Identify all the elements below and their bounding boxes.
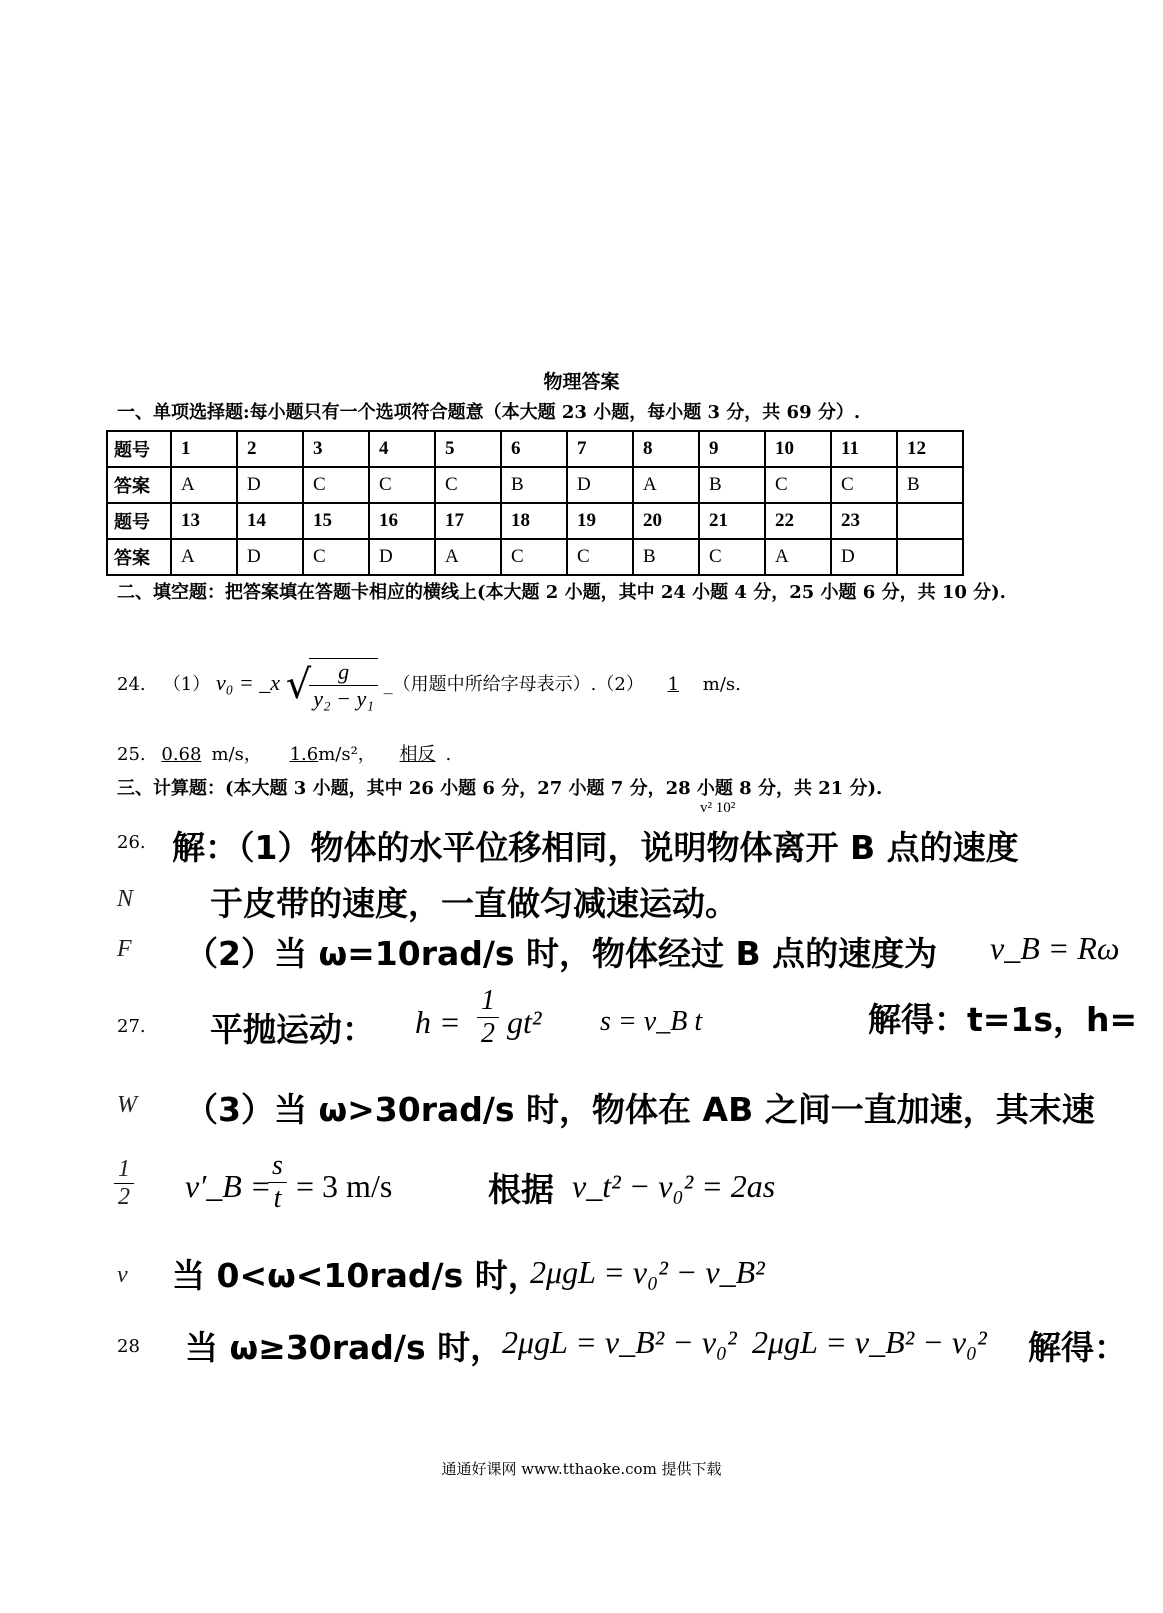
table-cell: 17 <box>435 503 501 539</box>
answer-blank: 1.6 <box>289 744 319 765</box>
table-cell: 13 <box>171 503 237 539</box>
formula: s = v_B t <box>600 1006 703 1037</box>
unit: m/s， <box>211 744 262 765</box>
fraction-denominator: 2 <box>118 1184 130 1210</box>
table-cell <box>897 503 963 539</box>
fraction-numerator: g <box>309 659 378 686</box>
question-number: 24. <box>117 674 146 695</box>
solution-line-7: 当 0<ω<10rad/s 时， <box>172 1256 541 1295</box>
answer-blank: 1 <box>667 674 680 695</box>
table-row-question-1 <box>107 431 963 467</box>
side-fragment: W <box>117 1092 137 1118</box>
table-cell: 10 <box>765 431 831 467</box>
table-cell: C <box>501 539 567 575</box>
formula: v′_B = <box>185 1168 272 1204</box>
answer-note: _（用题中所给字母表示）.（2） <box>383 674 644 695</box>
answer-blank: 0.68 <box>161 744 202 765</box>
footer: 通通好课网 www.tthaoke.com 提供下载 <box>441 1460 722 1478</box>
table-cell: C <box>303 539 369 575</box>
side-fragment: v <box>117 1262 128 1288</box>
formula: 2μgL = v_B² − v₀² <box>502 1324 737 1360</box>
table-cell: 19 <box>567 503 633 539</box>
table-cell: 22 <box>765 503 831 539</box>
table-cell: 11 <box>831 431 897 467</box>
section-1-heading: 一、单项选择题:每小题只有一个选项符合题意（本大题 23 小题，每小题 3 分，共 69 分）. <box>117 402 861 423</box>
table-cell: 1 <box>171 431 237 467</box>
table-cell: 16 <box>369 503 435 539</box>
question-27-number: 27. <box>117 1016 146 1037</box>
table-cell: 20 <box>633 503 699 539</box>
table-cell: 15 <box>303 503 369 539</box>
solution-line-5: （3）当 ω>30rad/s 时，物体在 AB 之间一直加速，其末速 <box>185 1090 1095 1129</box>
overlay-fragment: v² 10² <box>700 800 736 816</box>
answer-label: 答案 <box>107 467 171 503</box>
side-fraction <box>114 1156 134 1211</box>
fraction <box>268 1150 287 1215</box>
table-cell: 7 <box>567 431 633 467</box>
part-label: （1） <box>162 674 211 695</box>
table-cell: B <box>699 467 765 503</box>
table-cell: 8 <box>633 431 699 467</box>
formula: 2μgL = v₀² − v_B² <box>530 1254 765 1290</box>
table-cell: B <box>633 539 699 575</box>
table-cell: D <box>567 467 633 503</box>
punctuation: . <box>445 744 452 765</box>
table-cell: A <box>171 539 237 575</box>
unit: m/s. <box>702 674 741 695</box>
fraction-numerator: 1 <box>477 985 499 1018</box>
table-cell: A <box>171 467 237 503</box>
question-28-number: 28 <box>117 1336 140 1357</box>
solution-line-2: 于皮带的速度，一直做匀减速运动。 <box>210 884 738 923</box>
table-cell <box>897 539 963 575</box>
table-cell: A <box>435 539 501 575</box>
fraction-numerator: s <box>268 1150 287 1183</box>
question-26-number: 26. <box>117 832 146 853</box>
table-cell: 2 <box>237 431 303 467</box>
solution-label: 根据 <box>488 1170 554 1209</box>
table-cell: B <box>501 467 567 503</box>
answer-label: 答案 <box>107 539 171 575</box>
table-cell: C <box>831 467 897 503</box>
question-number: 25. <box>117 744 146 765</box>
table-cell: 23 <box>831 503 897 539</box>
solution-line-4: 平抛运动： <box>210 1010 375 1049</box>
formula: v_B = Rω <box>990 930 1120 966</box>
sqrt-icon: √ <box>285 662 312 708</box>
table-row-answer-1 <box>107 467 963 503</box>
table-cell: 5 <box>435 431 501 467</box>
answer-blank: 相反 <box>399 744 436 765</box>
table-cell: C <box>567 539 633 575</box>
table-cell: 18 <box>501 503 567 539</box>
table-cell: A <box>633 467 699 503</box>
table-cell: 9 <box>699 431 765 467</box>
formula: h = <box>415 1004 461 1040</box>
question-label: 题号 <box>107 503 171 539</box>
table-cell: D <box>237 467 303 503</box>
table-cell: 12 <box>897 431 963 467</box>
answer-table <box>106 430 964 576</box>
table-cell: B <box>897 467 963 503</box>
sqrt-fraction <box>309 658 378 712</box>
table-cell: 3 <box>303 431 369 467</box>
table-cell: 21 <box>699 503 765 539</box>
table-cell: 14 <box>237 503 303 539</box>
solution-result: 解得： <box>1028 1328 1127 1367</box>
fraction-numerator: 1 <box>114 1156 134 1184</box>
table-cell: 6 <box>501 431 567 467</box>
formula-lhs: v₀ = _x <box>216 670 281 695</box>
table-row-answer-2 <box>107 539 963 575</box>
solution-line-8: 当 ω≥30rad/s 时， <box>185 1328 504 1367</box>
table-cell: C <box>435 467 501 503</box>
section-2-heading: 二、填空题：把答案填在答题卡相应的横线上(本大题 2 小题，其中 24 小题 4 分，25 小题 6 分，共 10 分). <box>117 582 1006 603</box>
unit: m/s²， <box>318 744 376 765</box>
question-25 <box>117 740 451 766</box>
question-label: 题号 <box>107 431 171 467</box>
table-cell: D <box>237 539 303 575</box>
fraction <box>477 985 499 1050</box>
table-cell: D <box>369 539 435 575</box>
fraction-denominator: y₂ − y₁ <box>313 686 374 711</box>
table-cell: D <box>831 539 897 575</box>
solution-result: 解得：t=1s，h= <box>868 1000 1138 1039</box>
side-fragment: N <box>117 886 134 912</box>
table-cell: C <box>369 467 435 503</box>
solution-line-1: 解：（1）物体的水平位移相同，说明物体离开 B 点的速度 <box>172 828 1019 867</box>
question-24 <box>117 658 741 712</box>
formula: = 3 m/s <box>296 1168 393 1204</box>
table-cell: C <box>699 539 765 575</box>
table-row-question-2 <box>107 503 963 539</box>
page-title: 物理答案 <box>543 371 620 393</box>
solution-line-3: （2）当 ω=10rad/s 时，物体经过 B 点的速度为 <box>185 934 938 973</box>
section-3-heading: 三、计算题：(本大题 3 小题，其中 26 小题 6 分，27 小题 7 分，28 小题 8 分，共 21 分). <box>117 778 883 799</box>
table-cell: C <box>303 467 369 503</box>
fraction-denominator: 2 <box>481 1018 495 1049</box>
fraction-denominator: t <box>273 1183 282 1214</box>
formula: gt² <box>507 1004 542 1040</box>
table-cell: 4 <box>369 431 435 467</box>
formula: 2μgL = v_B² − v₀² <box>752 1324 987 1360</box>
side-fragment: F <box>117 936 132 962</box>
table-cell: A <box>765 539 831 575</box>
formula: v_t² − v₀² = 2as <box>572 1168 776 1204</box>
table-cell: C <box>765 467 831 503</box>
